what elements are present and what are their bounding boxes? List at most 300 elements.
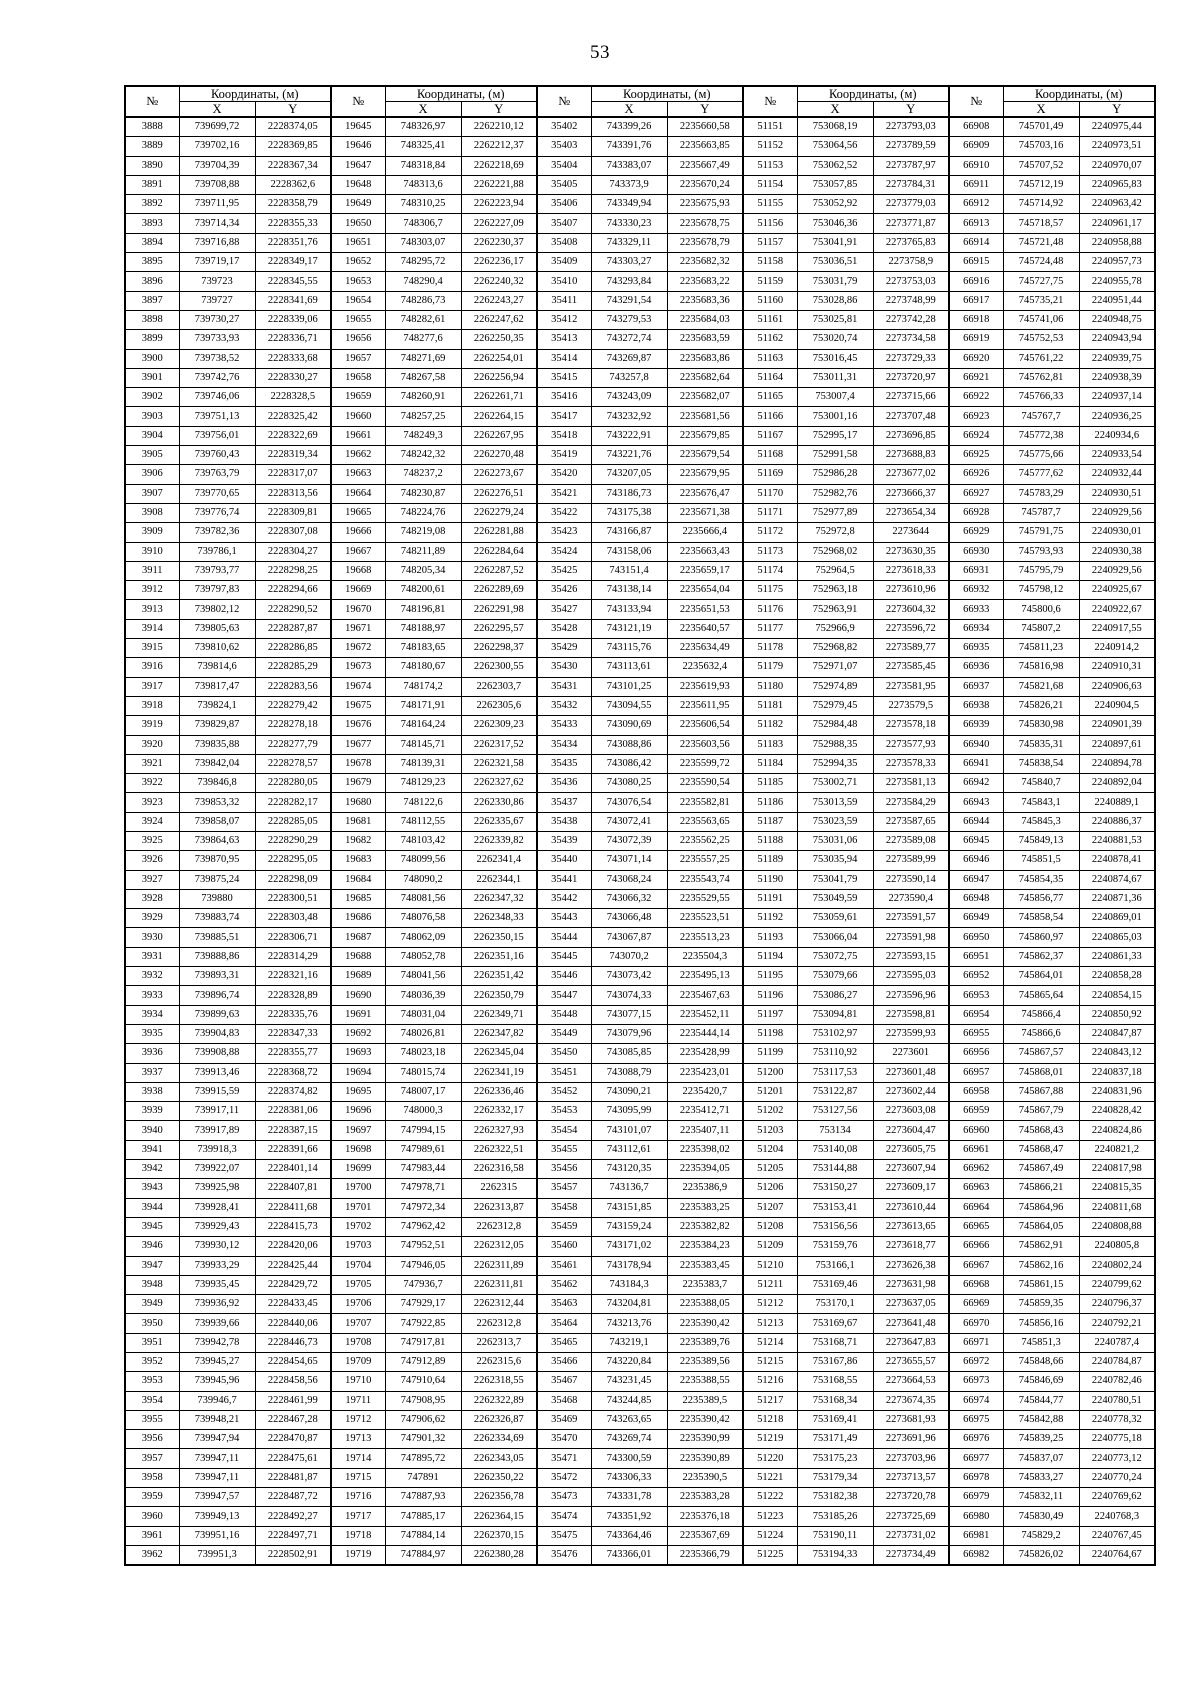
y-coordinate-cell: 2240817,98 [1079, 1160, 1155, 1179]
point-number-cell: 3888 [125, 117, 179, 137]
y-coordinate-cell: 2235679,95 [667, 465, 743, 484]
y-coordinate-cell: 2228321,16 [255, 967, 331, 986]
table-row [125, 117, 1155, 137]
x-coordinate-cell: 753167,86 [797, 1353, 873, 1372]
x-coordinate-cell: 748112,55 [385, 812, 461, 831]
x-coordinate-cell: 743121,19 [591, 619, 667, 638]
y-coordinate-cell: 2228314,29 [255, 947, 331, 966]
point-number-cell: 66951 [949, 947, 1003, 966]
x-coordinate-cell: 748286,73 [385, 291, 461, 310]
y-coordinate-cell: 2273713,57 [873, 1468, 949, 1487]
x-coordinate-cell: 745829,2 [1003, 1526, 1079, 1545]
x-coordinate-cell: 752984,48 [797, 716, 873, 735]
point-number-cell: 3957 [125, 1449, 179, 1468]
y-coordinate-cell: 2262236,17 [461, 253, 537, 272]
y-coordinate-cell: 2262350,22 [461, 1468, 537, 1487]
y-coordinate-cell: 2262330,86 [461, 793, 537, 812]
x-coordinate-cell: 753059,61 [797, 909, 873, 928]
x-coordinate-cell: 743231,45 [591, 1372, 667, 1391]
x-coordinate-cell: 745862,91 [1003, 1237, 1079, 1256]
x-coordinate-cell: 743331,78 [591, 1488, 667, 1507]
x-coordinate-cell: 743120,35 [591, 1160, 667, 1179]
y-coordinate-cell: 2235495,13 [667, 967, 743, 986]
point-number-cell: 19696 [331, 1102, 385, 1121]
x-coordinate-cell: 739716,88 [179, 233, 255, 252]
x-coordinate-cell: 745714,92 [1003, 195, 1079, 214]
point-number-cell: 35475 [537, 1526, 591, 1545]
point-number-cell: 19680 [331, 793, 385, 812]
x-coordinate-cell: 743071,14 [591, 851, 667, 870]
table-row [125, 754, 1155, 773]
y-coordinate-cell: 2235681,56 [667, 407, 743, 426]
x-coordinate-cell: 753079,66 [797, 967, 873, 986]
point-number-cell: 3930 [125, 928, 179, 947]
y-coordinate-cell: 2273748,99 [873, 291, 949, 310]
point-number-cell: 51170 [743, 484, 797, 503]
point-number-cell: 3916 [125, 658, 179, 677]
point-number-cell: 35413 [537, 330, 591, 349]
x-coordinate-cell: 753049,59 [797, 889, 873, 908]
x-coordinate-cell: 753020,74 [797, 330, 873, 349]
y-coordinate-cell: 2228355,33 [255, 214, 331, 233]
y-coordinate-cell: 2235679,54 [667, 446, 743, 465]
point-number-cell: 3910 [125, 542, 179, 561]
x-coordinate-cell: 745741,06 [1003, 310, 1079, 329]
y-coordinate-cell: 2262303,7 [461, 677, 537, 696]
x-coordinate-cell: 748188,97 [385, 619, 461, 638]
point-number-cell: 51197 [743, 1005, 797, 1024]
point-number-cell: 3942 [125, 1160, 179, 1179]
y-coordinate-cell: 2262264,15 [461, 407, 537, 426]
point-number-cell: 66947 [949, 870, 1003, 889]
y-coordinate-cell: 2235366,79 [667, 1545, 743, 1565]
y-coordinate-cell: 2240930,38 [1079, 542, 1155, 561]
y-coordinate-cell: 2240917,55 [1079, 619, 1155, 638]
x-coordinate-cell: 743095,99 [591, 1102, 667, 1121]
point-number-cell: 51172 [743, 523, 797, 542]
point-number-cell: 51161 [743, 310, 797, 329]
point-number-cell: 35416 [537, 388, 591, 407]
point-number-cell: 3943 [125, 1179, 179, 1198]
point-number-cell: 19702 [331, 1217, 385, 1236]
point-number-cell: 66968 [949, 1275, 1003, 1294]
point-number-cell: 19690 [331, 986, 385, 1005]
y-coordinate-cell: 2240865,03 [1079, 928, 1155, 947]
point-number-cell: 66935 [949, 639, 1003, 658]
x-coordinate-cell: 745864,01 [1003, 967, 1079, 986]
point-number-cell: 51195 [743, 967, 797, 986]
y-coordinate-cell: 2262221,88 [461, 175, 537, 194]
y-coordinate-cell: 2262370,15 [461, 1526, 537, 1545]
x-coordinate-cell: 743101,07 [591, 1121, 667, 1140]
y-coordinate-cell: 2262335,67 [461, 812, 537, 831]
point-number-cell: 3928 [125, 889, 179, 908]
point-number-cell: 66970 [949, 1314, 1003, 1333]
point-number-cell: 35460 [537, 1237, 591, 1256]
y-coordinate-cell: 2262312,8 [461, 1314, 537, 1333]
point-number-cell: 19697 [331, 1121, 385, 1140]
y-coordinate-cell: 2262326,87 [461, 1410, 537, 1429]
y-coordinate-cell: 2262313,7 [461, 1333, 537, 1352]
table-row [125, 1179, 1155, 1198]
x-coordinate-cell: 753007,4 [797, 388, 873, 407]
y-coordinate-cell: 2228497,71 [255, 1526, 331, 1545]
y-coordinate-cell: 2240767,45 [1079, 1526, 1155, 1545]
point-number-cell: 35431 [537, 677, 591, 696]
point-number-cell: 3938 [125, 1082, 179, 1101]
point-number-cell: 3920 [125, 735, 179, 754]
x-coordinate-cell: 747962,42 [385, 1217, 461, 1236]
x-coordinate-cell: 753094,81 [797, 1005, 873, 1024]
point-number-cell: 51198 [743, 1024, 797, 1043]
point-number-cell: 51152 [743, 137, 797, 156]
y-coordinate-cell: 2273631,98 [873, 1275, 949, 1294]
y-coordinate-cell: 2228298,25 [255, 561, 331, 580]
y-coordinate-cell: 2273577,93 [873, 735, 949, 754]
point-number-cell: 66958 [949, 1082, 1003, 1101]
y-coordinate-cell: 2273593,15 [873, 947, 949, 966]
y-coordinate-cell: 2240847,87 [1079, 1024, 1155, 1043]
x-coordinate-cell: 739933,29 [179, 1256, 255, 1275]
y-coordinate-cell: 2228429,72 [255, 1275, 331, 1294]
y-coordinate-cell: 2240828,42 [1079, 1102, 1155, 1121]
x-coordinate-cell: 753102,97 [797, 1024, 873, 1043]
x-coordinate-cell: 745867,57 [1003, 1044, 1079, 1063]
y-coordinate-cell: 2240943,94 [1079, 330, 1155, 349]
y-coordinate-cell: 2228278,57 [255, 754, 331, 773]
x-coordinate-cell: 743072,39 [591, 831, 667, 850]
x-coordinate-cell: 752968,82 [797, 639, 873, 658]
y-coordinate-cell: 2228347,33 [255, 1024, 331, 1043]
y-coordinate-cell: 2273784,31 [873, 175, 949, 194]
point-number-cell: 3937 [125, 1063, 179, 1082]
x-coordinate-cell: 747946,05 [385, 1256, 461, 1275]
x-coordinate-cell: 739888,86 [179, 947, 255, 966]
point-number-cell: 51171 [743, 503, 797, 522]
x-coordinate-cell: 739951,3 [179, 1545, 255, 1565]
x-coordinate-cell: 752982,76 [797, 484, 873, 503]
x-coordinate-cell: 743113,61 [591, 658, 667, 677]
x-coordinate-cell: 748000,3 [385, 1102, 461, 1121]
y-coordinate-cell: 2235678,79 [667, 233, 743, 252]
x-coordinate-cell: 739802,12 [179, 600, 255, 619]
x-coordinate-cell: 753011,31 [797, 368, 873, 387]
y-coordinate-cell: 2262261,71 [461, 388, 537, 407]
y-coordinate-cell: 2240802,24 [1079, 1256, 1155, 1275]
table-row [125, 696, 1155, 715]
point-number-cell: 19700 [331, 1179, 385, 1198]
y-coordinate-cell: 2235389,76 [667, 1333, 743, 1352]
table-row [125, 735, 1155, 754]
x-coordinate-cell: 743207,05 [591, 465, 667, 484]
x-coordinate-cell: 752988,35 [797, 735, 873, 754]
y-coordinate-cell: 2273584,29 [873, 793, 949, 812]
point-number-cell: 35432 [537, 696, 591, 715]
table-row [125, 716, 1155, 735]
x-coordinate-cell: 748224,76 [385, 503, 461, 522]
x-coordinate-cell: 739929,43 [179, 1217, 255, 1236]
table-row [125, 1295, 1155, 1314]
y-coordinate-cell: 2235663,85 [667, 137, 743, 156]
point-number-cell: 19649 [331, 195, 385, 214]
y-coordinate-cell: 2235444,14 [667, 1024, 743, 1043]
point-number-cell: 3904 [125, 426, 179, 445]
y-coordinate-cell: 2240871,36 [1079, 889, 1155, 908]
y-coordinate-cell: 2262348,33 [461, 909, 537, 928]
point-number-cell: 51221 [743, 1468, 797, 1487]
point-number-cell: 35450 [537, 1044, 591, 1063]
x-coordinate-cell: 747989,61 [385, 1140, 461, 1159]
y-coordinate-cell: 2273630,35 [873, 542, 949, 561]
point-number-cell: 35424 [537, 542, 591, 561]
y-coordinate-cell: 2240951,44 [1079, 291, 1155, 310]
x-coordinate-cell: 747929,17 [385, 1295, 461, 1314]
point-number-cell: 35444 [537, 928, 591, 947]
table-row [125, 368, 1155, 387]
x-coordinate-cell: 743349,94 [591, 195, 667, 214]
col-header-x: X [179, 102, 255, 118]
y-coordinate-cell: 2235513,23 [667, 928, 743, 947]
x-coordinate-cell: 743186,73 [591, 484, 667, 503]
point-number-cell: 66925 [949, 446, 1003, 465]
x-coordinate-cell: 745856,77 [1003, 889, 1079, 908]
y-coordinate-cell: 2228307,08 [255, 523, 331, 542]
x-coordinate-cell: 747895,72 [385, 1449, 461, 1468]
y-coordinate-cell: 2235386,9 [667, 1179, 743, 1198]
y-coordinate-cell: 2262295,57 [461, 619, 537, 638]
point-number-cell: 3950 [125, 1314, 179, 1333]
x-coordinate-cell: 739947,11 [179, 1449, 255, 1468]
x-coordinate-cell: 753064,56 [797, 137, 873, 156]
x-coordinate-cell: 739875,24 [179, 870, 255, 889]
x-coordinate-cell: 753175,23 [797, 1449, 873, 1468]
point-number-cell: 19676 [331, 716, 385, 735]
y-coordinate-cell: 2228425,44 [255, 1256, 331, 1275]
y-coordinate-cell: 2235383,28 [667, 1488, 743, 1507]
x-coordinate-cell: 752979,45 [797, 696, 873, 715]
y-coordinate-cell: 2235407,11 [667, 1121, 743, 1140]
y-coordinate-cell: 2273720,78 [873, 1488, 949, 1507]
table-row [125, 1140, 1155, 1159]
x-coordinate-cell: 739760,43 [179, 446, 255, 465]
col-header-x: X [385, 102, 461, 118]
point-number-cell: 51177 [743, 619, 797, 638]
x-coordinate-cell: 748081,56 [385, 889, 461, 908]
x-coordinate-cell: 743159,24 [591, 1217, 667, 1236]
table-row [125, 1468, 1155, 1487]
point-number-cell: 51201 [743, 1082, 797, 1101]
y-coordinate-cell: 2262298,37 [461, 639, 537, 658]
point-number-cell: 66919 [949, 330, 1003, 349]
x-coordinate-cell: 745766,33 [1003, 388, 1079, 407]
point-number-cell: 19678 [331, 754, 385, 773]
x-coordinate-cell: 745864,05 [1003, 1217, 1079, 1236]
point-number-cell: 3909 [125, 523, 179, 542]
point-number-cell: 51215 [743, 1353, 797, 1372]
x-coordinate-cell: 745846,69 [1003, 1372, 1079, 1391]
table-row [125, 793, 1155, 812]
x-coordinate-cell: 743222,91 [591, 426, 667, 445]
x-coordinate-cell: 748277,6 [385, 330, 461, 349]
x-coordinate-cell: 753041,91 [797, 233, 873, 252]
x-coordinate-cell: 748122,6 [385, 793, 461, 812]
point-number-cell: 51166 [743, 407, 797, 426]
x-coordinate-cell: 743080,25 [591, 774, 667, 793]
x-coordinate-cell: 753168,34 [797, 1391, 873, 1410]
y-coordinate-cell: 2273581,13 [873, 774, 949, 793]
x-coordinate-cell: 753035,94 [797, 851, 873, 870]
point-number-cell: 3934 [125, 1005, 179, 1024]
point-number-cell: 19681 [331, 812, 385, 831]
x-coordinate-cell: 748015,74 [385, 1063, 461, 1082]
table-row [125, 1372, 1155, 1391]
y-coordinate-cell: 2240881,53 [1079, 831, 1155, 850]
x-coordinate-cell: 745777,62 [1003, 465, 1079, 484]
point-number-cell: 66942 [949, 774, 1003, 793]
point-number-cell: 35407 [537, 214, 591, 233]
point-number-cell: 19665 [331, 503, 385, 522]
y-coordinate-cell: 2262322,51 [461, 1140, 537, 1159]
y-coordinate-cell: 2228280,05 [255, 774, 331, 793]
point-number-cell: 66927 [949, 484, 1003, 503]
y-coordinate-cell: 2240815,35 [1079, 1179, 1155, 1198]
y-coordinate-cell: 2262279,24 [461, 503, 537, 522]
point-number-cell: 19670 [331, 600, 385, 619]
point-number-cell: 3959 [125, 1488, 179, 1507]
point-number-cell: 3905 [125, 446, 179, 465]
point-number-cell: 35410 [537, 272, 591, 291]
y-coordinate-cell: 2228391,66 [255, 1140, 331, 1159]
table-row [125, 330, 1155, 349]
y-coordinate-cell: 2235634,49 [667, 639, 743, 658]
point-number-cell: 35462 [537, 1275, 591, 1294]
x-coordinate-cell: 745864,96 [1003, 1198, 1079, 1217]
table-row [125, 465, 1155, 484]
y-coordinate-cell: 2262345,04 [461, 1044, 537, 1063]
x-coordinate-cell: 748180,67 [385, 658, 461, 677]
point-number-cell: 35429 [537, 639, 591, 658]
y-coordinate-cell: 2262243,27 [461, 291, 537, 310]
x-coordinate-cell: 752991,58 [797, 446, 873, 465]
col-header-y: Y [667, 102, 743, 118]
x-coordinate-cell: 743184,3 [591, 1275, 667, 1294]
point-number-cell: 66965 [949, 1217, 1003, 1236]
y-coordinate-cell: 2235606,54 [667, 716, 743, 735]
y-coordinate-cell: 2228381,06 [255, 1102, 331, 1121]
point-number-cell: 19646 [331, 137, 385, 156]
x-coordinate-cell: 745867,88 [1003, 1082, 1079, 1101]
y-coordinate-cell: 2273765,83 [873, 233, 949, 252]
point-number-cell: 51183 [743, 735, 797, 754]
point-number-cell: 3946 [125, 1237, 179, 1256]
x-coordinate-cell: 745718,57 [1003, 214, 1079, 233]
point-number-cell: 19674 [331, 677, 385, 696]
point-number-cell: 3892 [125, 195, 179, 214]
y-coordinate-cell: 2235632,4 [667, 658, 743, 677]
y-coordinate-cell: 2228401,14 [255, 1160, 331, 1179]
point-number-cell: 3898 [125, 310, 179, 329]
x-coordinate-cell: 745816,98 [1003, 658, 1079, 677]
x-coordinate-cell: 739708,88 [179, 175, 255, 194]
point-number-cell: 19662 [331, 446, 385, 465]
x-coordinate-cell: 739770,65 [179, 484, 255, 503]
x-coordinate-cell: 745856,16 [1003, 1314, 1079, 1333]
y-coordinate-cell: 2228358,79 [255, 195, 331, 214]
x-coordinate-cell: 745772,38 [1003, 426, 1079, 445]
y-coordinate-cell: 2262321,58 [461, 754, 537, 773]
y-coordinate-cell: 2228290,29 [255, 831, 331, 850]
y-coordinate-cell: 2240799,62 [1079, 1275, 1155, 1294]
x-coordinate-cell: 748099,56 [385, 851, 461, 870]
point-number-cell: 19708 [331, 1333, 385, 1352]
point-number-cell: 3951 [125, 1333, 179, 1352]
point-number-cell: 66953 [949, 986, 1003, 1005]
y-coordinate-cell: 2240792,21 [1079, 1314, 1155, 1333]
y-coordinate-cell: 2228298,09 [255, 870, 331, 889]
table-row [125, 310, 1155, 329]
x-coordinate-cell: 739824,1 [179, 696, 255, 715]
y-coordinate-cell: 2240861,33 [1079, 947, 1155, 966]
point-number-cell: 35430 [537, 658, 591, 677]
y-coordinate-cell: 2262315 [461, 1179, 537, 1198]
x-coordinate-cell: 743383,07 [591, 156, 667, 175]
x-coordinate-cell: 739948,21 [179, 1410, 255, 1429]
y-coordinate-cell: 2273681,93 [873, 1410, 949, 1429]
table-row [125, 639, 1155, 658]
y-coordinate-cell: 2235543,74 [667, 870, 743, 889]
y-coordinate-cell: 2273589,08 [873, 831, 949, 850]
point-number-cell: 19668 [331, 561, 385, 580]
table-row [125, 253, 1155, 272]
y-coordinate-cell: 2228325,42 [255, 407, 331, 426]
point-number-cell: 19714 [331, 1449, 385, 1468]
y-coordinate-cell: 2240892,04 [1079, 774, 1155, 793]
y-coordinate-cell: 2273715,66 [873, 388, 949, 407]
point-number-cell: 19650 [331, 214, 385, 233]
y-coordinate-cell: 2262287,52 [461, 561, 537, 580]
col-header-number: № [331, 86, 385, 117]
col-header-number: № [743, 86, 797, 117]
y-coordinate-cell: 2228282,17 [255, 793, 331, 812]
x-coordinate-cell: 743077,15 [591, 1005, 667, 1024]
col-header-coordinates: Координаты, (м) [591, 86, 743, 102]
x-coordinate-cell: 739951,16 [179, 1526, 255, 1545]
point-number-cell: 51190 [743, 870, 797, 889]
point-number-cell: 51179 [743, 658, 797, 677]
y-coordinate-cell: 2235619,93 [667, 677, 743, 696]
y-coordinate-cell: 2262254,01 [461, 349, 537, 368]
x-coordinate-cell: 745724,48 [1003, 253, 1079, 272]
y-coordinate-cell: 2228349,17 [255, 253, 331, 272]
x-coordinate-cell: 748183,65 [385, 639, 461, 658]
point-number-cell: 66961 [949, 1140, 1003, 1159]
y-coordinate-cell: 2262270,48 [461, 446, 537, 465]
y-coordinate-cell: 2228487,72 [255, 1488, 331, 1507]
y-coordinate-cell: 2262312,8 [461, 1217, 537, 1236]
y-coordinate-cell: 2240780,51 [1079, 1391, 1155, 1410]
point-number-cell: 3947 [125, 1256, 179, 1275]
point-number-cell: 66982 [949, 1545, 1003, 1565]
table-row [125, 1410, 1155, 1429]
x-coordinate-cell: 753168,55 [797, 1372, 873, 1391]
y-coordinate-cell: 2240837,18 [1079, 1063, 1155, 1082]
y-coordinate-cell: 2273604,32 [873, 600, 949, 619]
x-coordinate-cell: 743269,74 [591, 1430, 667, 1449]
table-row [125, 388, 1155, 407]
x-coordinate-cell: 743366,01 [591, 1545, 667, 1565]
point-number-cell: 19682 [331, 831, 385, 850]
point-number-cell: 35474 [537, 1507, 591, 1526]
